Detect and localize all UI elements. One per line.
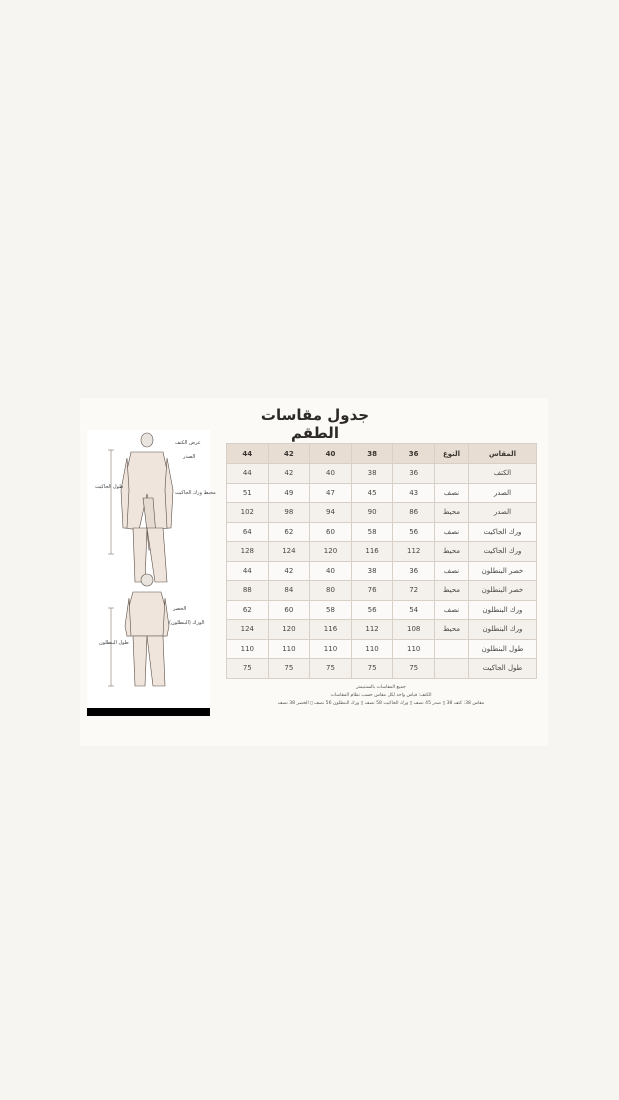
- table-cell: 120: [310, 542, 352, 562]
- table-row: [227, 561, 537, 581]
- label-shoulder-width: عرض الكتف: [175, 440, 201, 446]
- table-cell: 42: [268, 561, 310, 581]
- table-cell: 51: [227, 483, 269, 503]
- table-cell: 76: [351, 581, 393, 601]
- table-cell: 110: [393, 639, 435, 659]
- row-measurement-type: نصف: [434, 600, 468, 620]
- table-cell: 43: [393, 483, 435, 503]
- table-cell: 84: [268, 581, 310, 601]
- table-cell: 128: [227, 542, 269, 562]
- header-size: المقاس: [468, 444, 536, 464]
- row-measurement-label: الصدر: [468, 483, 536, 503]
- table-row: [227, 620, 537, 640]
- label-jacket-length: طول الجاكيت: [95, 484, 124, 490]
- table-cell: 54: [393, 600, 435, 620]
- table-cell: 102: [227, 503, 269, 523]
- table-cell: 94: [310, 503, 352, 523]
- size-table: [226, 443, 537, 679]
- table-cell: 86: [393, 503, 435, 523]
- row-measurement-label: ورك البنطلون: [468, 600, 536, 620]
- row-measurement-type: [434, 464, 468, 484]
- row-measurement-type: محيط: [434, 581, 468, 601]
- table-cell: 90: [351, 503, 393, 523]
- table-cell: 72: [393, 581, 435, 601]
- header-40: 40: [310, 444, 352, 464]
- table-row: [227, 659, 537, 679]
- row-measurement-type: [434, 659, 468, 679]
- table-cell: 56: [351, 600, 393, 620]
- table-cell: 44: [227, 561, 269, 581]
- table-cell: 110: [351, 639, 393, 659]
- table-row: [227, 522, 537, 542]
- table-cell: 64: [227, 522, 269, 542]
- row-measurement-type: محيط: [434, 503, 468, 523]
- table-cell: 110: [268, 639, 310, 659]
- table-cell: 108: [393, 620, 435, 640]
- row-measurement-type: محيط: [434, 620, 468, 640]
- table-cell: 44: [227, 464, 269, 484]
- table-cell: 110: [310, 639, 352, 659]
- row-measurement-label: خصر البنطلون: [468, 581, 536, 601]
- table-cell: 75: [393, 659, 435, 679]
- table-cell: 38: [351, 464, 393, 484]
- label-waist: الخصر: [173, 606, 187, 612]
- label-chest: الصدر: [183, 454, 196, 460]
- illustration-footer-bar: [87, 708, 210, 716]
- table-cell: 62: [268, 522, 310, 542]
- table-cell: 40: [310, 464, 352, 484]
- table-cell: 58: [351, 522, 393, 542]
- row-measurement-type: نصف: [434, 561, 468, 581]
- table-cell: 120: [268, 620, 310, 640]
- table-row: [227, 600, 537, 620]
- table-cell: 62: [227, 600, 269, 620]
- table-cell: 60: [268, 600, 310, 620]
- size-notes: [226, 684, 536, 708]
- row-measurement-type: نصف: [434, 483, 468, 503]
- table-cell: 116: [310, 620, 352, 640]
- label-trouser-length: طول البنطلون: [99, 640, 129, 646]
- table-cell: 36: [393, 561, 435, 581]
- table-cell: 110: [227, 639, 269, 659]
- row-measurement-label: الكتف: [468, 464, 536, 484]
- table-cell: 49: [268, 483, 310, 503]
- table-row: [227, 483, 537, 503]
- table-cell: 36: [393, 464, 435, 484]
- size-chart-card: [80, 398, 548, 746]
- row-measurement-type: [434, 639, 468, 659]
- table-cell: 80: [310, 581, 352, 601]
- table-cell: 45: [351, 483, 393, 503]
- row-measurement-label: خصر البنطلون: [468, 561, 536, 581]
- note-line: جميع المقاسات بالسنتيمتر: [356, 685, 406, 690]
- row-measurement-label: طول الجاكيت: [468, 659, 536, 679]
- header-36: 36: [393, 444, 435, 464]
- table-cell: 88: [227, 581, 269, 601]
- header-42: 42: [268, 444, 310, 464]
- header-type: النوع: [434, 444, 468, 464]
- table-cell: 98: [268, 503, 310, 523]
- table-row: [227, 581, 537, 601]
- garment-illustration: [87, 430, 216, 716]
- table-cell: 75: [351, 659, 393, 679]
- table-cell: 40: [310, 561, 352, 581]
- row-measurement-label: ورك الجاكيت: [468, 522, 536, 542]
- header-44: 44: [227, 444, 269, 464]
- table-cell: 38: [351, 561, 393, 581]
- table-cell: 56: [393, 522, 435, 542]
- table-cell: 124: [268, 542, 310, 562]
- table-row: [227, 639, 537, 659]
- table-row: [227, 503, 537, 523]
- note-line: الكتف: قياس واحد لكل مقاس حسب نظام المقاسات: [330, 693, 432, 698]
- table-cell: 75: [310, 659, 352, 679]
- row-measurement-label: طول البنطلون: [468, 639, 536, 659]
- header-38: 38: [351, 444, 393, 464]
- table-cell: 58: [310, 600, 352, 620]
- label-trouser-hip: الورك (البنطلون): [169, 620, 205, 626]
- table-cell: 75: [268, 659, 310, 679]
- table-cell: 112: [393, 542, 435, 562]
- label-jacket-hip: محيط ورك الجاكيت: [175, 490, 216, 496]
- table-header-row: [227, 444, 537, 464]
- suit-drawing: [87, 430, 210, 716]
- table-cell: 112: [351, 620, 393, 640]
- row-measurement-type: محيط: [434, 542, 468, 562]
- row-measurement-label: ورك البنطلون: [468, 620, 536, 640]
- table-cell: 124: [227, 620, 269, 640]
- row-measurement-label: ورك الجاكيت: [468, 542, 536, 562]
- table-cell: 47: [310, 483, 352, 503]
- note-line: مقاس 38: كتف 38 ▯ صدر 45 نصف ▯ ورك الجاكيت 58 نصف ▯ ورك البنطلون 56 نصف ▯ الخصر 38 نصف: [277, 701, 485, 706]
- table-row: [227, 464, 537, 484]
- table-row: [227, 542, 537, 562]
- table-cell: 42: [268, 464, 310, 484]
- table-cell: 60: [310, 522, 352, 542]
- table-cell: 116: [351, 542, 393, 562]
- table-cell: 75: [227, 659, 269, 679]
- chart-title: جدول مقاسات الطقم: [260, 406, 370, 442]
- row-measurement-label: الصدر: [468, 503, 536, 523]
- row-measurement-type: نصف: [434, 522, 468, 542]
